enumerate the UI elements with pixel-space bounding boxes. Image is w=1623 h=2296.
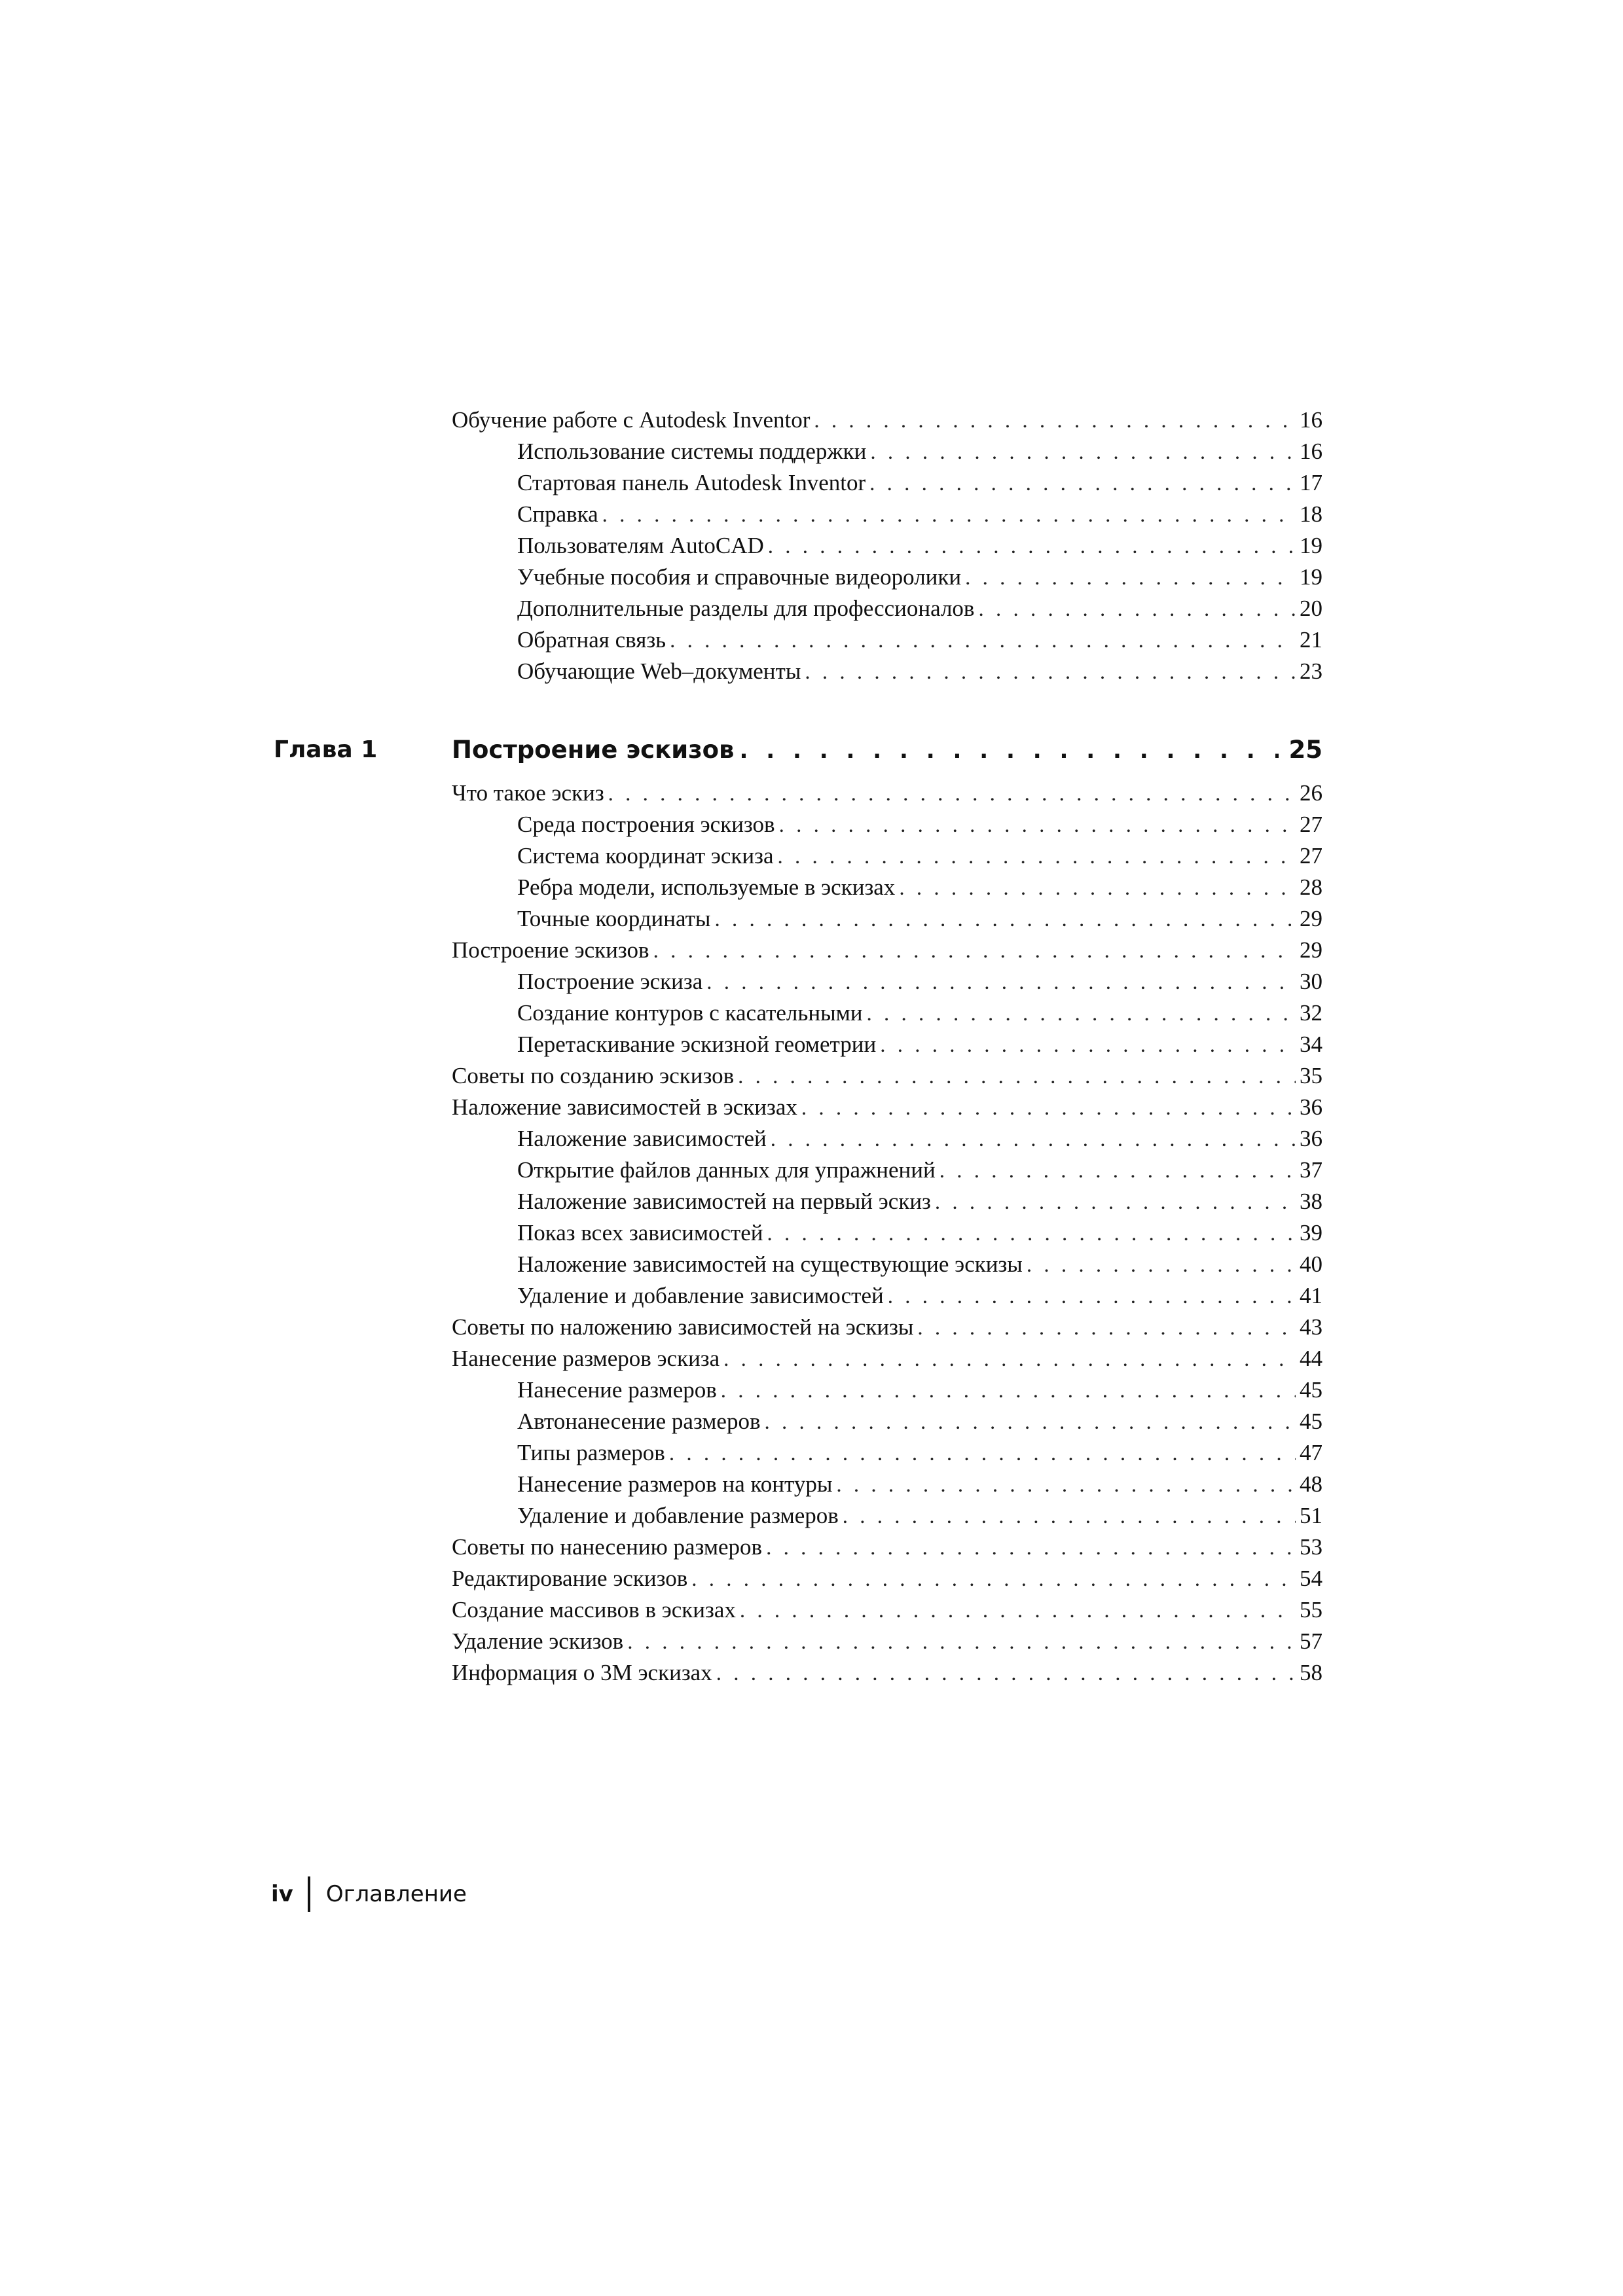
toc-entry-page-number: 36: [1300, 1094, 1322, 1120]
toc-entry[interactable]: [452, 935, 1322, 966]
toc-subentry[interactable]: [452, 624, 1322, 656]
toc-entry-page-number: 20: [1300, 596, 1322, 621]
toc-entry-title: Построение эскиза: [517, 969, 703, 994]
toc-entry-title: Справка: [517, 501, 598, 527]
dot-leader: [721, 1375, 1296, 1407]
toc-entry-title: Использование системы поддержки: [517, 439, 867, 464]
dot-leader: [866, 998, 1296, 1030]
dot-leader: [814, 405, 1296, 437]
dot-leader: [939, 1155, 1296, 1187]
dot-leader: [935, 1187, 1296, 1218]
toc-subentry[interactable]: [452, 966, 1322, 997]
toc-entry-title: Перетаскивание эскизной геометрии: [517, 1031, 877, 1057]
dot-leader: [870, 437, 1296, 468]
dot-leader: [888, 1281, 1296, 1312]
toc-entry-title: Обучающие Web–документы: [517, 658, 801, 684]
toc-entry-title: Построение эскизов: [452, 937, 649, 963]
toc-entry-page-number: 35: [1300, 1063, 1322, 1088]
toc-entry-title: Советы по наложению зависимостей на эскизы: [452, 1314, 914, 1340]
toc-entry-page-number: 30: [1300, 969, 1322, 994]
toc-entry[interactable]: [452, 404, 1322, 436]
dot-leader: [836, 1469, 1296, 1501]
running-footer-title: Оглавление: [325, 1881, 467, 1907]
toc-subentry[interactable]: [452, 1374, 1322, 1406]
dot-leader: [843, 1501, 1296, 1532]
toc-intro-section: [452, 404, 1322, 687]
toc-entry-page-number: 34: [1300, 1031, 1322, 1057]
dot-leader: [739, 732, 1278, 769]
dot-leader: [801, 1092, 1296, 1124]
toc-entry-title: Наложение зависимостей на первый эскиз: [517, 1189, 931, 1214]
toc-entry-page-number: 23: [1300, 658, 1322, 684]
toc-subentry[interactable]: [452, 903, 1322, 935]
toc-subentry[interactable]: [452, 1186, 1322, 1217]
dot-leader: [716, 1658, 1296, 1689]
toc-entry[interactable]: [452, 1594, 1322, 1626]
toc-entry-title: Обратная связь: [517, 627, 666, 653]
toc-subentry[interactable]: [452, 656, 1322, 687]
dot-leader: [602, 499, 1296, 531]
toc-subentry[interactable]: [452, 1469, 1322, 1500]
toc-entry-page-number: 54: [1300, 1566, 1322, 1591]
toc-entry[interactable]: [452, 1060, 1322, 1092]
toc-subentry[interactable]: [452, 467, 1322, 499]
toc-subentry[interactable]: [452, 1029, 1322, 1060]
toc-entry-page-number: 38: [1300, 1189, 1322, 1214]
dot-leader: [706, 967, 1296, 998]
toc-subentry[interactable]: [452, 562, 1322, 593]
toc-entry-title: Редактирование эскизов: [452, 1566, 688, 1591]
dot-leader: [779, 810, 1296, 841]
toc-subentry[interactable]: [452, 872, 1322, 903]
dot-leader: [1027, 1249, 1296, 1281]
toc-entry-title: Открытие файлов данных для упражнений: [517, 1157, 936, 1183]
toc-subentry[interactable]: [452, 530, 1322, 562]
chapter-label: Глава 1: [274, 736, 378, 763]
folio: iv: [271, 1881, 293, 1907]
toc-entry-page-number: 18: [1300, 501, 1322, 527]
dot-leader: [767, 1218, 1296, 1249]
toc-entry-title: Дополнительные разделы для профессионалов: [517, 596, 975, 621]
toc-entry-title: Удаление и добавление размеров: [517, 1503, 839, 1528]
dot-leader: [768, 531, 1296, 562]
toc-entry[interactable]: [452, 1092, 1322, 1123]
toc-subentry[interactable]: [452, 1500, 1322, 1532]
toc-entry-page-number: 21: [1300, 627, 1322, 653]
toc-entry-title: Учебные пособия и справочные видеоролики: [517, 564, 962, 590]
toc-entry-title: Автонанесение размеров: [517, 1408, 761, 1434]
toc-entry-title: Советы по нанесению размеров: [452, 1534, 763, 1560]
dot-leader: [691, 1564, 1296, 1595]
toc-entry-page-number: 17: [1300, 470, 1322, 495]
toc-entry[interactable]: [452, 1563, 1322, 1594]
toc-entry-page-number: 51: [1300, 1503, 1322, 1528]
toc-entry-title: Нанесение размеров эскиза: [452, 1346, 720, 1371]
dot-leader: [766, 1532, 1296, 1564]
toc-entry-title: Показ всех зависимостей: [517, 1220, 763, 1246]
dot-leader: [764, 1407, 1296, 1438]
dot-leader: [917, 1312, 1296, 1344]
toc-entry-title: Создание контуров с касательными: [517, 1000, 863, 1026]
toc-subentry[interactable]: [452, 1123, 1322, 1155]
toc-entry-page-number: 41: [1300, 1283, 1322, 1308]
dot-leader: [869, 468, 1296, 499]
dot-leader: [965, 562, 1296, 594]
toc-entry-page-number: 26: [1300, 780, 1322, 806]
toc-entry-page-number: 32: [1300, 1000, 1322, 1026]
dot-leader: [669, 1438, 1296, 1469]
dot-leader: [627, 1626, 1296, 1658]
toc-entry-page-number: 16: [1300, 439, 1322, 464]
dot-leader: [714, 904, 1296, 935]
toc-entry-title: Среда построения эскизов: [517, 812, 775, 837]
toc-entry-page-number: 16: [1300, 407, 1322, 433]
dot-leader: [778, 841, 1296, 872]
dot-leader: [723, 1344, 1296, 1375]
toc-entry-page-number: 48: [1300, 1471, 1322, 1497]
toc-entry-title: Наложение зависимостей: [517, 1126, 767, 1151]
toc-entry[interactable]: [452, 1532, 1322, 1563]
chapter-heading[interactable]: [452, 732, 1322, 768]
toc-entry-title: Удаление и добавление зависимостей: [517, 1283, 884, 1308]
toc-entry-title: Наложение зависимостей на существующие эскизы: [517, 1251, 1023, 1277]
dot-leader: [670, 625, 1296, 656]
toc-entry-page-number: 27: [1300, 843, 1322, 869]
dot-leader: [899, 872, 1296, 904]
toc-entry-page-number: 58: [1300, 1660, 1322, 1685]
toc-entry-page-number: 29: [1300, 906, 1322, 931]
toc-entry-title: Обучение работе с Autodesk Inventor: [452, 407, 811, 433]
dot-leader: [978, 594, 1296, 625]
toc-entry-title: Наложение зависимостей в эскизах: [452, 1094, 797, 1120]
toc-entry-title: Точные координаты: [517, 906, 711, 931]
toc-entry[interactable]: [452, 1343, 1322, 1374]
toc-entry-page-number: 44: [1300, 1346, 1322, 1371]
toc-entry-page-number: 43: [1300, 1314, 1322, 1340]
footer-divider: [308, 1876, 310, 1912]
dot-leader: [805, 656, 1296, 688]
toc-entry-title: Что такое эскиз: [452, 780, 604, 806]
toc-entry-title: Информация о 3М эскизах: [452, 1660, 712, 1685]
toc-entry-title: Типы размеров: [517, 1440, 665, 1465]
toc-subentry[interactable]: [452, 1406, 1322, 1437]
toc-entry-page-number: 55: [1300, 1597, 1322, 1623]
dot-leader: [771, 1124, 1296, 1155]
toc-entry-page-number: 45: [1300, 1408, 1322, 1434]
toc-subentry[interactable]: [452, 593, 1322, 624]
toc-entry-title: Стартовая панель Autodesk Inventor: [517, 470, 866, 495]
toc-entry-title: Создание массивов в эскизах: [452, 1597, 736, 1623]
toc-entry-title: Советы по созданию эскизов: [452, 1063, 735, 1088]
toc-entry-title: Удаление эскизов: [452, 1628, 624, 1654]
dot-leader: [740, 1595, 1296, 1626]
toc-entry-title: Нанесение размеров: [517, 1377, 717, 1403]
dot-leader: [653, 935, 1296, 967]
chapter-title: Построение эскизов: [452, 736, 735, 764]
toc-entry-page-number: 45: [1300, 1377, 1322, 1403]
toc-subentry[interactable]: [452, 840, 1322, 872]
page-footer: [271, 1874, 467, 1914]
toc-entry[interactable]: [452, 1626, 1322, 1657]
toc-entry-page-number: 19: [1300, 533, 1322, 558]
dot-leader: [738, 1061, 1296, 1092]
toc-entry-page-number: 40: [1300, 1251, 1322, 1277]
toc-subentry[interactable]: [452, 1280, 1322, 1312]
toc-entry-page-number: 28: [1300, 874, 1322, 900]
toc-entry[interactable]: [452, 1312, 1322, 1343]
toc-subentry[interactable]: [452, 499, 1322, 530]
toc-subentry[interactable]: [452, 1217, 1322, 1249]
toc-subentry[interactable]: [452, 809, 1322, 840]
toc-entry-page-number: 47: [1300, 1440, 1322, 1465]
toc-subentry[interactable]: [452, 997, 1322, 1029]
toc-entry-title: Пользователям AutoCAD: [517, 533, 764, 558]
toc-entry-page-number: 19: [1300, 564, 1322, 590]
toc-entry-page-number: 36: [1300, 1126, 1322, 1151]
toc-entry-title: Ребра модели, используемые в эскизах: [517, 874, 896, 900]
toc-entry-page-number: 27: [1300, 812, 1322, 837]
dot-leader: [608, 778, 1296, 810]
chapter-page-number: 25: [1288, 736, 1322, 764]
toc-subentry[interactable]: [452, 1437, 1322, 1469]
toc-entry-page-number: 57: [1300, 1628, 1322, 1654]
toc-entry[interactable]: [452, 1657, 1322, 1689]
toc-entry-title: Система координат эскиза: [517, 843, 774, 869]
toc-entry-page-number: 53: [1300, 1534, 1322, 1560]
toc-entry-page-number: 39: [1300, 1220, 1322, 1246]
toc-subentry[interactable]: [452, 1249, 1322, 1280]
toc-entry-page-number: 29: [1300, 937, 1322, 963]
toc-subentry[interactable]: [452, 436, 1322, 467]
toc-entry-page-number: 37: [1300, 1157, 1322, 1183]
toc-subentry[interactable]: [452, 1155, 1322, 1186]
toc-entry-title: Нанесение размеров на контуры: [517, 1471, 833, 1497]
toc-entry[interactable]: [452, 778, 1322, 809]
dot-leader: [880, 1030, 1296, 1061]
toc-chapter-1-section: [452, 778, 1322, 1689]
